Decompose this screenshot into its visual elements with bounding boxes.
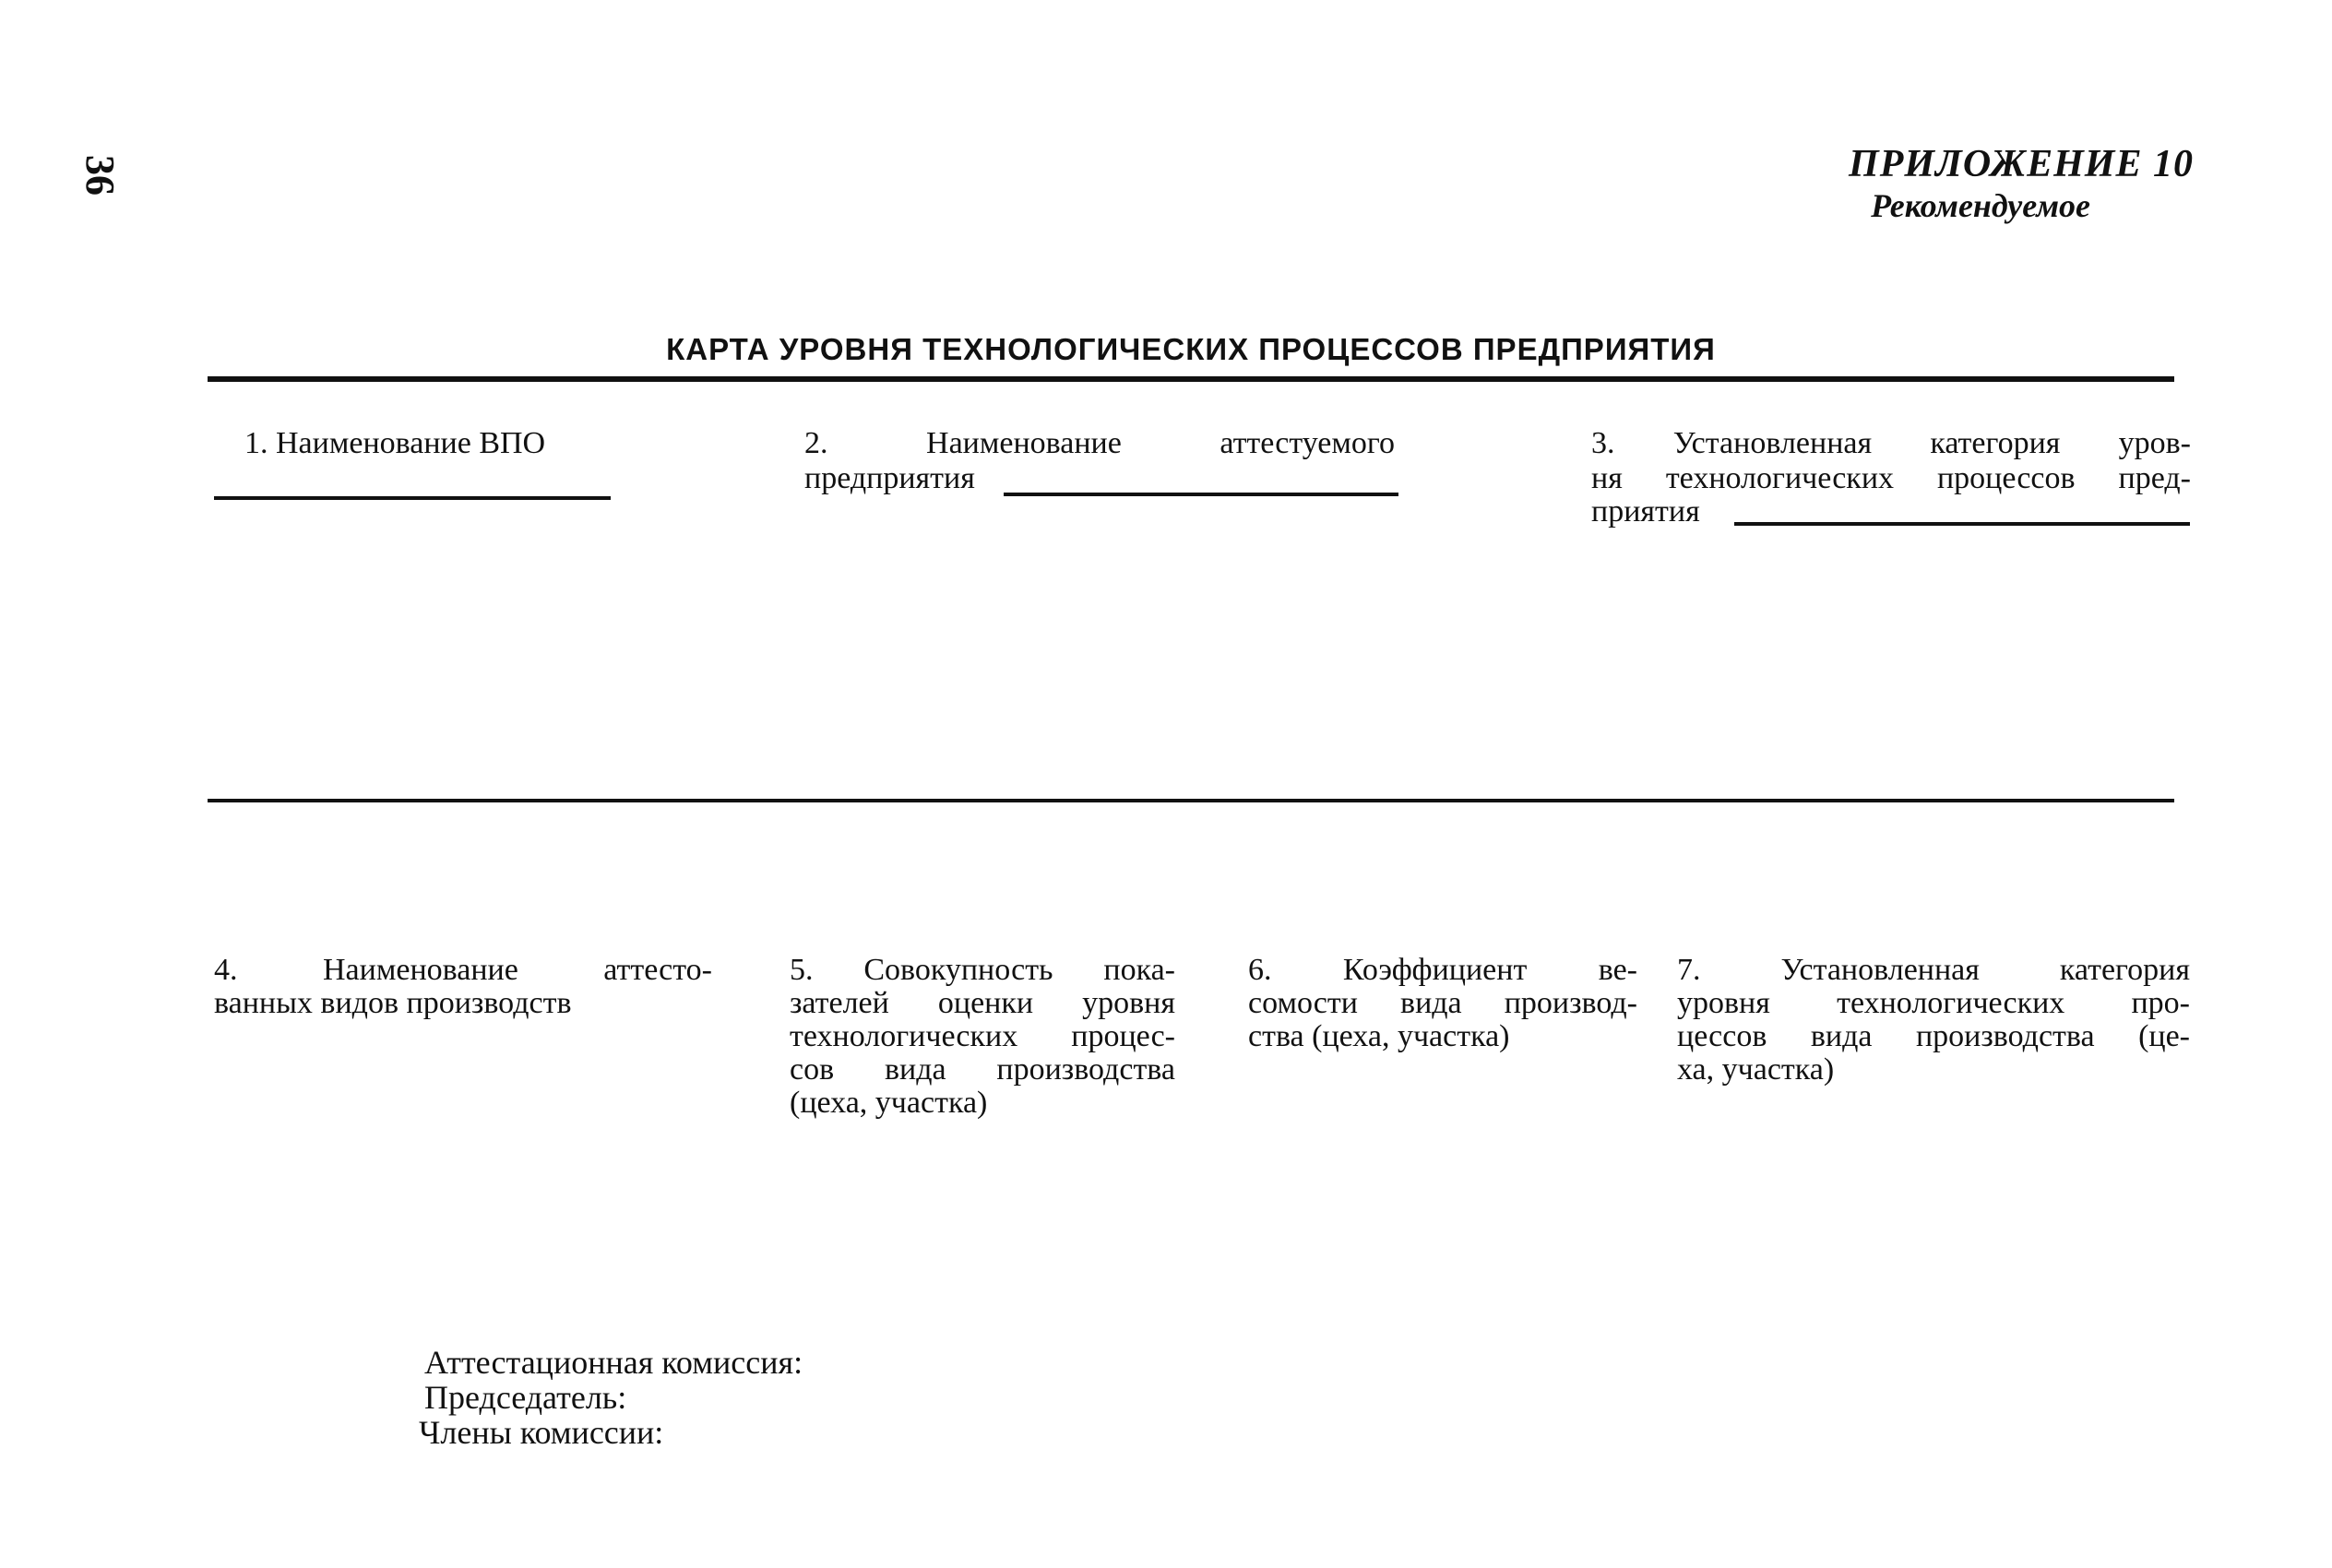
column-6-header [1248,954,1637,1053]
appendix-status: Рекомендуемое [1871,187,2090,224]
column-7-line-1: 7. Установленная категория [1677,953,2190,987]
column-4-header [214,954,712,1020]
column-6-line-1: 6. Коэффициент ве- [1248,953,1637,987]
column-6-line-3: ства (цеха, участка) [1248,1019,1510,1053]
document-title: КАРТА УРОВНЯ ТЕХНОЛОГИЧЕСКИХ ПРОЦЕССОВ ПРЕДПРИЯТИЯ [666,332,1716,366]
field-2-label-line-2: предприятия [804,461,975,495]
field-1-label: 1. Наименование ВПО [244,426,546,460]
column-5-line-3: технологических процес- [790,1019,1175,1053]
field-2-label-line-1: 2. Наименование аттестуемого [804,426,1395,460]
column-4-line-1: 4. Наименование аттесто- [214,953,712,987]
appendix-title: ПРИЛОЖЕНИЕ 10 [1849,143,2194,185]
field-3-label-line-1: 3. Установленная категория уров- [1591,426,2191,460]
column-5-header [790,954,1175,1120]
column-5-line-2: зателей оценки уровня [790,986,1175,1020]
commission-chairman: Председатель: [424,1379,627,1416]
column-5-line-4: сов вида производства [790,1052,1175,1087]
column-7-line-3: цессов вида производства (це- [1677,1019,2190,1053]
field-3-label-line-3: приятия [1591,494,1700,529]
field-3-input-line[interactable] [1734,522,2190,526]
field-1-input-line[interactable] [214,496,611,500]
title-rule [208,376,2174,382]
commission-members: Члены комиссии: [419,1414,664,1451]
column-7-line-2: уровня технологических про- [1677,986,2190,1020]
field-2-input-line[interactable] [1004,493,1398,496]
column-6-line-2: сомости вида производ- [1248,986,1637,1020]
column-5-line-5: (цеха, участка) [790,1086,988,1120]
section-divider [208,799,2174,802]
field-3-label-line-2: ня технологических процессов пред- [1591,461,2191,495]
column-7-line-4: ха, участка) [1677,1052,1835,1087]
commission-block [419,1344,803,1451]
column-5-line-1: 5. Совокупность пока- [790,953,1175,987]
column-4-line-2: ванных видов производств [214,986,572,1020]
page-number: 36 [77,155,123,196]
commission-title: Аттестационная комиссия: [424,1344,803,1381]
column-7-header [1677,954,2190,1087]
